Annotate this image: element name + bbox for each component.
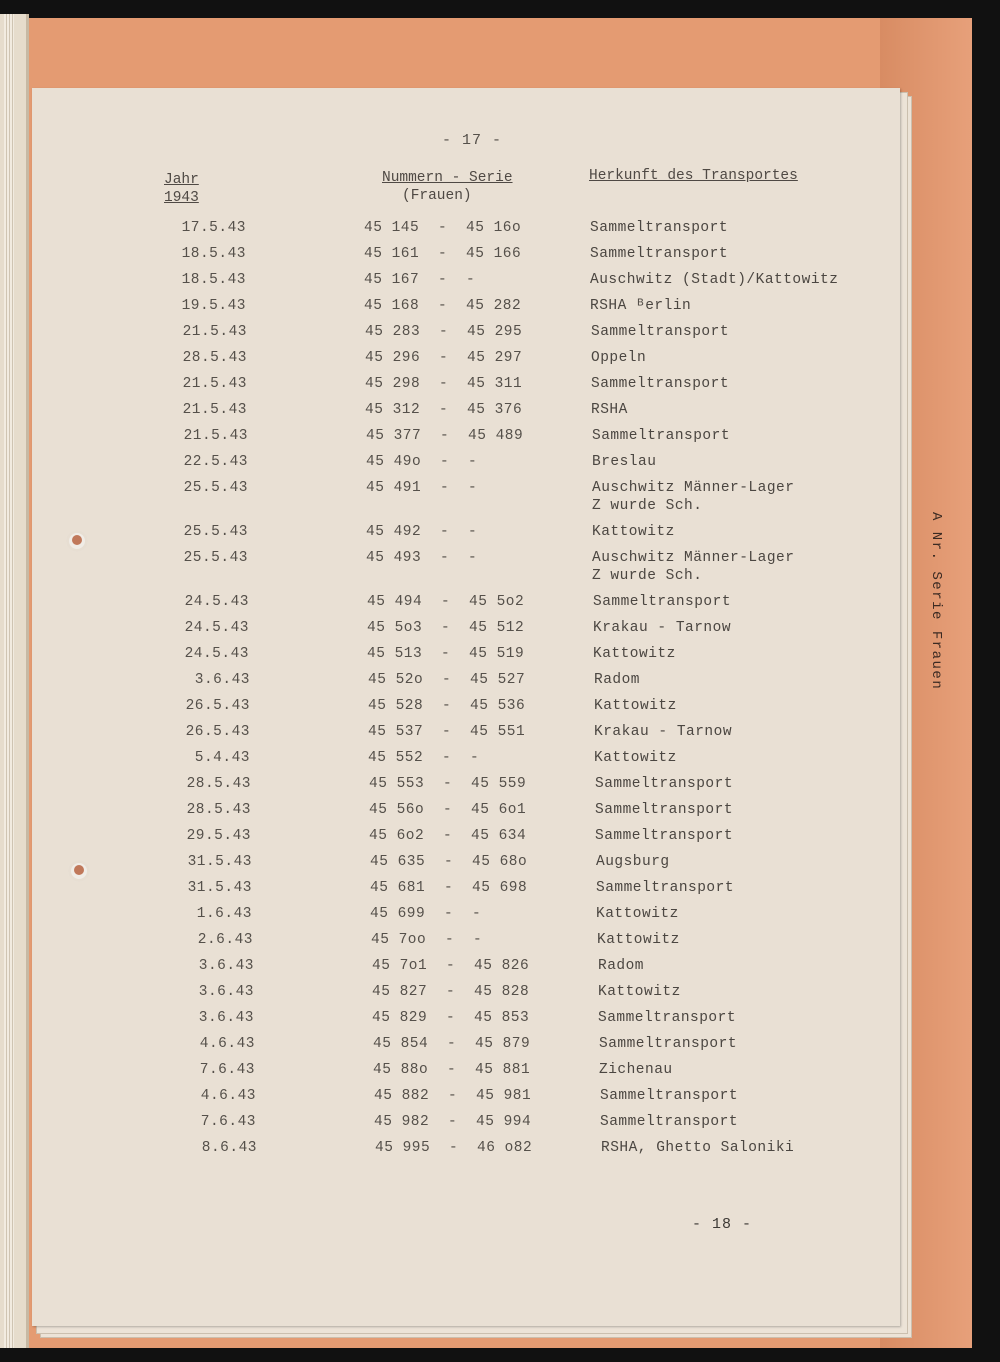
table-row	[32, 324, 900, 344]
row-number-start: 45 553	[369, 776, 425, 792]
table-row	[32, 298, 900, 318]
row-origin: Kattowitz	[594, 750, 677, 766]
next-page-number: - 18 -	[692, 1216, 753, 1233]
row-number-end: 45 881	[475, 1062, 531, 1078]
row-number-end: -	[468, 550, 478, 566]
row-number-start: 45 528	[368, 698, 424, 714]
row-origin: Augsburg	[596, 854, 670, 870]
page-number: - 17 -	[442, 132, 503, 149]
row-date: 25.5.43	[183, 550, 248, 566]
row-dash: -	[446, 984, 456, 1000]
row-dash: -	[438, 246, 448, 262]
row-origin: Kattowitz	[597, 932, 680, 948]
row-date: 28.5.43	[182, 350, 247, 366]
row-number-start: 45 6o2	[369, 828, 425, 844]
row-date: 28.5.43	[186, 776, 251, 792]
table-row	[32, 350, 900, 370]
row-origin: Sammeltransport	[600, 1088, 739, 1104]
row-origin: Sammeltransport	[590, 246, 729, 262]
row-number-end: 45 559	[471, 776, 527, 792]
row-number-end: 45 68o	[472, 854, 528, 870]
row-date: 5.4.43	[194, 750, 250, 766]
row-number-start: 45 88o	[373, 1062, 429, 1078]
row-number-start: 45 854	[373, 1036, 429, 1052]
row-number-start: 45 296	[365, 350, 421, 366]
row-number-start: 45 493	[366, 550, 422, 566]
row-dash: -	[440, 524, 450, 540]
row-date: 19.5.43	[181, 298, 246, 314]
row-origin: Kattowitz	[594, 698, 677, 714]
row-number-end: 45 527	[470, 672, 526, 688]
row-number-start: 45 982	[374, 1114, 430, 1130]
row-date: 26.5.43	[185, 698, 250, 714]
table-row	[32, 1010, 900, 1030]
row-origin: Auschwitz Männer-Lager	[592, 550, 795, 566]
row-number-end: 45 311	[467, 376, 523, 392]
row-dash: -	[438, 298, 448, 314]
row-number-start: 45 492	[366, 524, 422, 540]
row-date: 3.6.43	[198, 984, 254, 1000]
row-number-end: 45 634	[471, 828, 527, 844]
row-origin: Sammeltransport	[595, 802, 734, 818]
row-number-end: 45 376	[467, 402, 523, 418]
table-row	[32, 828, 900, 848]
row-number-end: 45 6o1	[471, 802, 527, 818]
row-origin: Auschwitz Männer-Lager	[592, 480, 795, 496]
row-number-end: -	[468, 454, 478, 470]
row-number-end: 45 879	[475, 1036, 531, 1052]
row-number-end: -	[470, 750, 480, 766]
row-number-start: 45 494	[367, 594, 423, 610]
row-dash: -	[439, 324, 449, 340]
row-dash: -	[438, 272, 448, 288]
table-row	[32, 524, 900, 544]
row-date: 4.6.43	[200, 1088, 256, 1104]
row-number-start: 45 168	[364, 298, 420, 314]
row-dash: -	[447, 1036, 457, 1052]
table-row	[32, 1114, 900, 1134]
row-origin: RSHA ᴮerlin	[590, 298, 692, 314]
row-origin: Sammeltransport	[595, 828, 734, 844]
table-row	[32, 750, 900, 770]
row-number-start: 45 995	[375, 1140, 431, 1156]
row-number-start: 45 5o3	[367, 620, 423, 636]
row-origin: Sammeltransport	[599, 1036, 738, 1052]
row-number-start: 45 7oo	[371, 932, 427, 948]
row-origin-line2: Z wurde Sch.	[592, 568, 703, 584]
row-origin: Sammeltransport	[590, 220, 729, 236]
row-number-end: -	[466, 272, 476, 288]
table-row	[32, 454, 900, 474]
row-origin: Sammeltransport	[591, 324, 730, 340]
table-row	[32, 402, 900, 422]
table-row	[32, 802, 900, 822]
row-date: 25.5.43	[183, 480, 248, 496]
row-date: 3.6.43	[194, 672, 250, 688]
row-dash: -	[443, 828, 453, 844]
row-dash: -	[438, 220, 448, 236]
header-year-value: 1943	[164, 190, 199, 206]
row-number-start: 45 7o1	[372, 958, 428, 974]
row-number-end: 45 166	[466, 246, 522, 262]
row-number-start: 45 49o	[366, 454, 422, 470]
row-date: 28.5.43	[186, 802, 251, 818]
header-numbers: Nummern - Serie	[382, 170, 513, 186]
row-dash: -	[439, 402, 449, 418]
row-date: 17.5.43	[181, 220, 246, 236]
row-dash: -	[439, 350, 449, 366]
row-date: 21.5.43	[183, 428, 248, 444]
row-number-start: 45 298	[365, 376, 421, 392]
row-number-start: 45 829	[372, 1010, 428, 1026]
row-origin: Kattowitz	[593, 646, 676, 662]
row-number-end: 45 853	[474, 1010, 530, 1026]
row-origin: RSHA	[591, 402, 628, 418]
row-number-end: 45 994	[476, 1114, 532, 1130]
header-year: Jahr	[164, 172, 199, 188]
row-number-end: 45 828	[474, 984, 530, 1000]
row-dash: -	[440, 480, 450, 496]
row-origin-line2: Z wurde Sch.	[592, 498, 703, 514]
row-origin: Radom	[594, 672, 641, 688]
row-number-end: 45 5o2	[469, 594, 525, 610]
row-dash: -	[444, 854, 454, 870]
row-origin: Oppeln	[591, 350, 647, 366]
row-number-end: 45 297	[467, 350, 523, 366]
row-number-end: -	[468, 524, 478, 540]
row-number-end: 45 16o	[466, 220, 522, 236]
table-row	[32, 594, 900, 614]
row-number-end: 45 519	[469, 646, 525, 662]
row-number-end: 45 551	[470, 724, 526, 740]
row-date: 4.6.43	[199, 1036, 255, 1052]
row-number-start: 45 827	[372, 984, 428, 1000]
row-number-end: 46 o82	[477, 1140, 533, 1156]
row-date: 18.5.43	[181, 246, 246, 262]
table-row	[32, 906, 900, 926]
row-dash: -	[441, 646, 451, 662]
row-dash: -	[446, 1010, 456, 1026]
row-origin: Kattowitz	[596, 906, 679, 922]
row-dash: -	[448, 1088, 458, 1104]
row-origin: Sammeltransport	[593, 594, 732, 610]
row-date: 24.5.43	[184, 594, 249, 610]
table-row	[32, 880, 900, 900]
row-date: 29.5.43	[186, 828, 251, 844]
row-dash: -	[441, 620, 451, 636]
row-number-start: 45 145	[364, 220, 420, 236]
table-row	[32, 724, 900, 744]
row-origin: Sammeltransport	[592, 428, 731, 444]
header-numbers-sub: (Frauen)	[402, 188, 472, 204]
row-number-start: 45 52o	[368, 672, 424, 688]
row-date: 21.5.43	[182, 324, 247, 340]
table-row	[32, 854, 900, 874]
row-origin: Sammeltransport	[591, 376, 730, 392]
table-row	[32, 1036, 900, 1056]
row-number-start: 45 491	[366, 480, 422, 496]
row-date: 2.6.43	[197, 932, 253, 948]
row-date: 24.5.43	[184, 620, 249, 636]
row-origin: Krakau - Tarnow	[594, 724, 733, 740]
row-number-end: 45 698	[472, 880, 528, 896]
row-dash: -	[444, 906, 454, 922]
table-row	[32, 620, 900, 640]
row-origin: Radom	[598, 958, 645, 974]
row-dash: -	[440, 428, 450, 444]
row-number-end: 45 512	[469, 620, 525, 636]
row-origin: Sammeltransport	[600, 1114, 739, 1130]
table-row	[32, 246, 900, 266]
side-label: A Nr. Serie Frauen	[928, 512, 944, 691]
row-dash: -	[440, 550, 450, 566]
row-origin: Auschwitz (Stadt)/Kattowitz	[590, 272, 839, 288]
row-dash: -	[445, 932, 455, 948]
table-row	[32, 672, 900, 692]
row-date: 7.6.43	[200, 1114, 256, 1130]
row-number-start: 45 167	[364, 272, 420, 288]
row-number-end: 45 826	[474, 958, 530, 974]
table-row	[32, 428, 900, 448]
row-date: 24.5.43	[184, 646, 249, 662]
table-row	[32, 1088, 900, 1108]
row-number-end: -	[472, 906, 482, 922]
row-number-start: 45 312	[365, 402, 421, 418]
row-date: 3.6.43	[198, 958, 254, 974]
row-number-start: 45 552	[368, 750, 424, 766]
row-date: 31.5.43	[187, 854, 252, 870]
binder-edge	[0, 14, 29, 1348]
table-row	[32, 776, 900, 796]
row-date: 22.5.43	[183, 454, 248, 470]
table-row	[32, 1140, 900, 1160]
row-number-end: 45 282	[466, 298, 522, 314]
table-row	[32, 698, 900, 718]
row-number-start: 45 635	[370, 854, 426, 870]
table-row	[32, 220, 900, 240]
row-number-end: 45 295	[467, 324, 523, 340]
table-row	[32, 550, 900, 584]
table-row	[32, 958, 900, 978]
row-number-start: 45 56o	[369, 802, 425, 818]
row-dash: -	[442, 698, 452, 714]
table-row	[32, 646, 900, 666]
row-origin: Kattowitz	[598, 984, 681, 1000]
row-date: 21.5.43	[182, 402, 247, 418]
row-dash: -	[443, 776, 453, 792]
row-dash: -	[442, 724, 452, 740]
row-date: 31.5.43	[187, 880, 252, 896]
row-date: 25.5.43	[183, 524, 248, 540]
row-dash: -	[444, 880, 454, 896]
row-number-end: 45 981	[476, 1088, 532, 1104]
row-dash: -	[449, 1140, 459, 1156]
table-row	[32, 480, 900, 514]
row-dash: -	[441, 594, 451, 610]
row-number-start: 45 681	[370, 880, 426, 896]
row-date: 8.6.43	[201, 1140, 257, 1156]
row-number-start: 45 513	[367, 646, 423, 662]
row-number-start: 45 283	[365, 324, 421, 340]
row-date: 26.5.43	[185, 724, 250, 740]
table-row	[32, 932, 900, 952]
row-origin: RSHA, Ghetto Saloniki	[601, 1140, 795, 1156]
table-row	[32, 272, 900, 292]
row-date: 7.6.43	[199, 1062, 255, 1078]
row-date: 18.5.43	[181, 272, 246, 288]
row-date: 3.6.43	[198, 1010, 254, 1026]
row-dash: -	[448, 1114, 458, 1130]
row-dash: -	[440, 454, 450, 470]
row-origin: Zichenau	[599, 1062, 673, 1078]
row-origin: Breslau	[592, 454, 657, 470]
table-row	[32, 984, 900, 1004]
document-page	[32, 88, 900, 1326]
row-date: 1.6.43	[196, 906, 252, 922]
row-origin: Sammeltransport	[596, 880, 735, 896]
row-origin: Sammeltransport	[598, 1010, 737, 1026]
row-dash: -	[446, 958, 456, 974]
row-date: 21.5.43	[182, 376, 247, 392]
row-number-start: 45 882	[374, 1088, 430, 1104]
row-dash: -	[442, 750, 452, 766]
table-row	[32, 1062, 900, 1082]
table-row	[32, 376, 900, 396]
row-number-end: -	[473, 932, 483, 948]
row-dash: -	[442, 672, 452, 688]
header-origin: Herkunft des Transportes	[589, 168, 798, 184]
row-origin: Kattowitz	[592, 524, 675, 540]
row-number-end: 45 536	[470, 698, 526, 714]
row-number-start: 45 699	[370, 906, 426, 922]
row-dash: -	[447, 1062, 457, 1078]
row-number-end: -	[468, 480, 478, 496]
row-number-start: 45 161	[364, 246, 420, 262]
row-number-start: 45 537	[368, 724, 424, 740]
row-number-end: 45 489	[468, 428, 524, 444]
row-number-start: 45 377	[366, 428, 422, 444]
row-origin: Sammeltransport	[595, 776, 734, 792]
row-origin: Krakau - Tarnow	[593, 620, 732, 636]
row-dash: -	[443, 802, 453, 818]
row-dash: -	[439, 376, 449, 392]
